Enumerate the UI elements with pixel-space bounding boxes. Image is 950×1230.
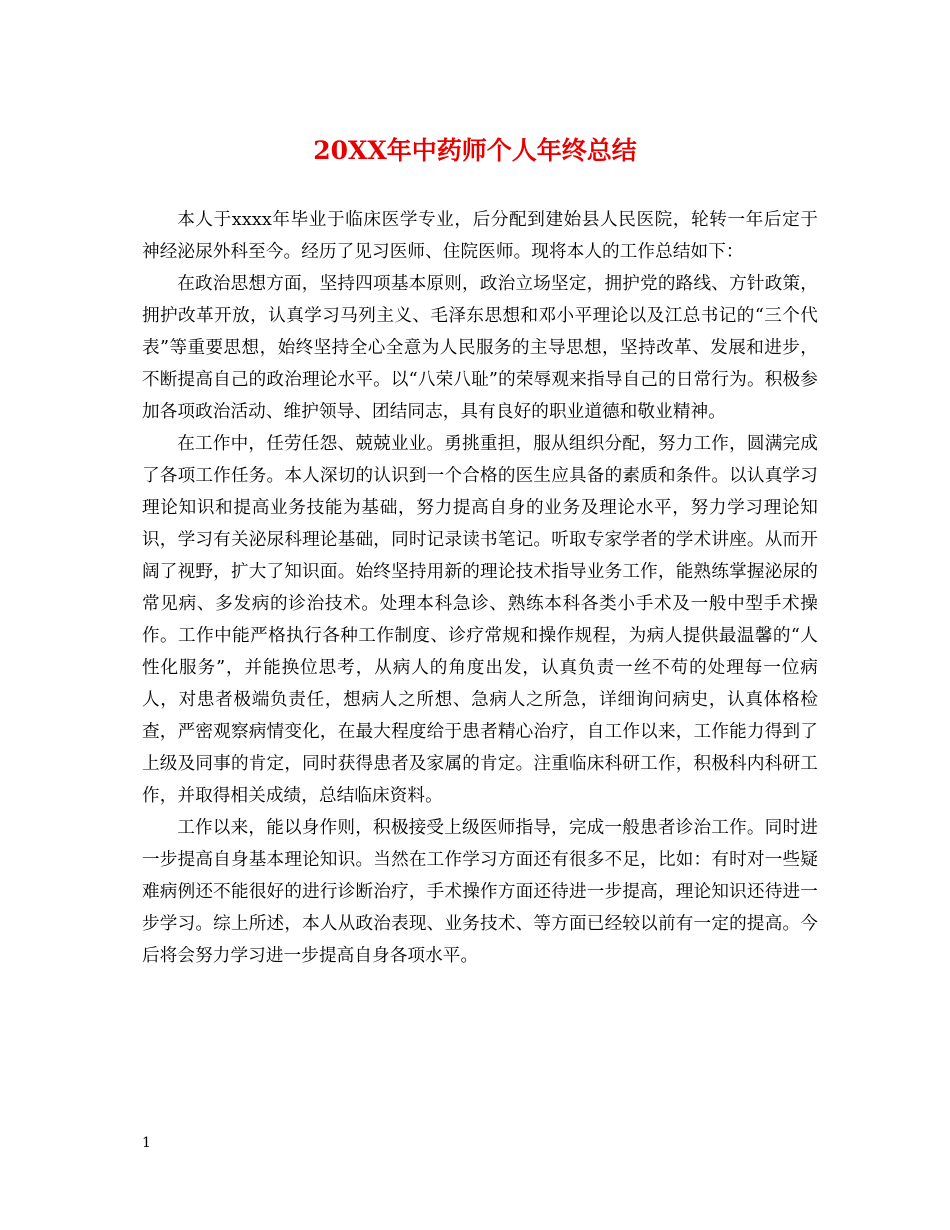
page-number: 1 [142, 1135, 151, 1151]
document-title: 20XX年中药师个人年终总结 [313, 136, 637, 165]
paragraph-intro: 本人于xxxx年毕业于临床医学专业，后分配到建始县人民医院，轮转一年后定于神经泌尿外科至今。经历了见习医师、住院医师。现将本人的工作总结如下： [142, 210, 818, 262]
paragraph-summary: 工作以来，能以身作则，积极接受上级医师指导，完成一般患者诊治工作。同时进一步提高自身基本理论知识。当然在工作学习方面还有很多不足，比如：有时对一些疑难病例还不能很好的进行诊断治疗，手术操作方面还待进一步提高，理论知识还待进一步学习。综上所述，本人从政治表现、业务技术、等方面已经较以前有一定的提高。今后将会努力学习进一步提高自身各项水平。 [142, 818, 818, 966]
document-body [142, 204, 818, 972]
paragraph-work: 在工作中，任劳任怨、兢兢业业。勇挑重担，服从组织分配，努力工作，圆满完成了各项工作任务。本人深切的认识到一个合格的医生应具备的素质和条件。以认真学习理论知识和提高业务技能为基础，努力提高自身的业务及理论水平，努力学习理论知识，学习有关泌尿科理论基础，同时记录读书笔记。听取专家学者的学术讲座。从而开阔了视野，扩大了知识面。始终坚持用新的理论技术指导业务工作，能熟练掌握泌尿的常见病、多发病的诊治技术。处理本科急诊、熟练本科各类小手术及一般中型手术操作。工作中能严格执行各种工作制度、诊疗常规和操作规程，为病人提供最温馨的“人性化服务”，并能换位思考，从病人的角度出发，认真负责一丝不苟的处理每一位病人，对患者极端负责任，想病人之所想、急病人之所急，详细询问病史，认真体格检查，严密观察病情变化，在最大程度给于患者精心治疗，自工作以来，工作能力得到了上级及同事的肯定，同时获得患者及家属的肯定。注重临床科研工作，积极科内科研工作，并取得相关成绩，总结临床资料。 [142, 434, 818, 806]
paragraph-political: 在政治思想方面，坚持四项基本原则，政治立场坚定，拥护党的路线、方针政策，拥护改革开放，认真学习马列主义、毛泽东思想和邓小平理论以及江总书记的“三个代表”等重要思想，始终坚持全心全意为人民服务的主导思想，坚持改革、发展和进步，不断提高自己的政治理论水平。以“八荣八耻”的荣辱观来指导自己的日常行为。积极参加各项政治活动、维护领导、团结同志，具有良好的职业道德和敬业精神。 [142, 274, 818, 422]
